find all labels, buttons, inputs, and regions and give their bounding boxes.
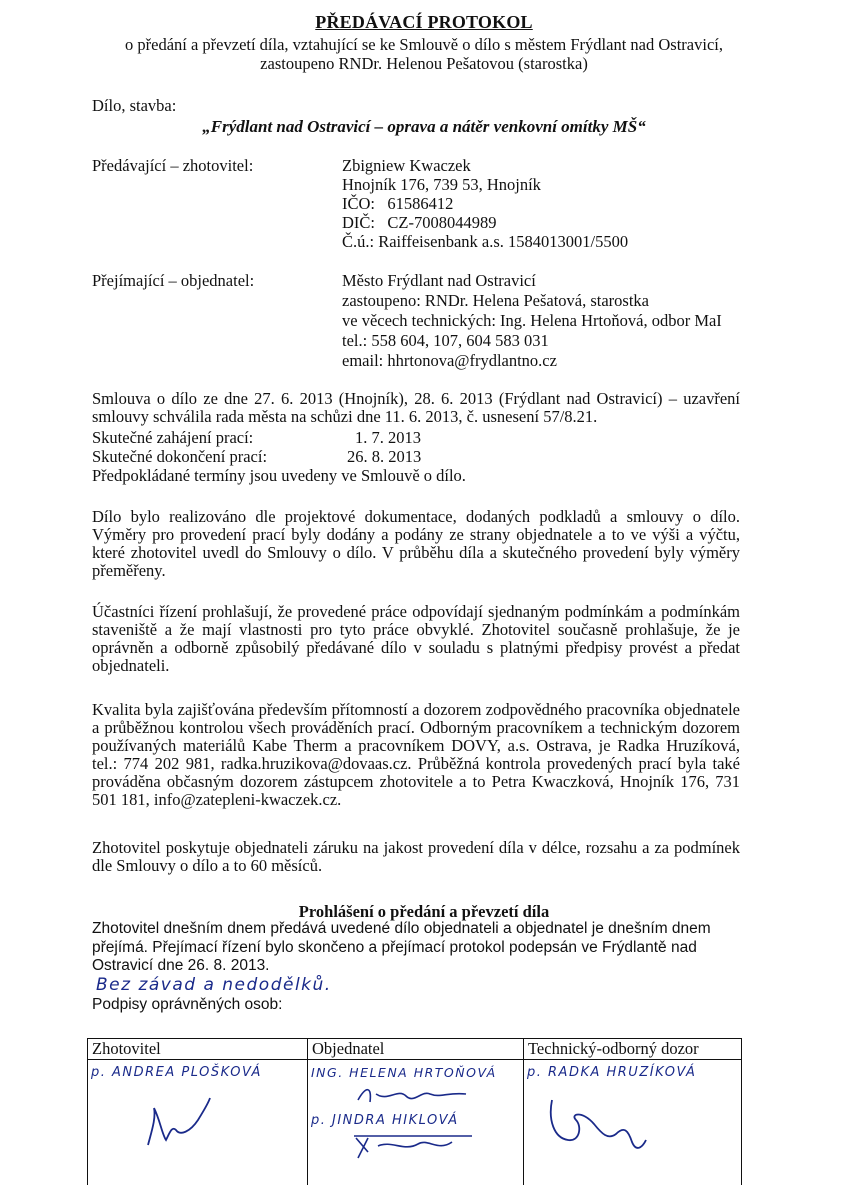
end-date-label: Skutečné dokončení prací: <box>92 447 268 466</box>
document-subtitle-line-1: o předání a převzetí díla, vztahující se ke Smlouvě o dílo s městem Frýdlant nad Ostravicí, <box>125 35 723 54</box>
contract-text: Smlouva o dílo ze dne 27. 6. 2013 (Hnojník), 28. 6. 2013 (Frýdlant nad Ostravicí) – uzavření smlouvy schválila rada města na schůzi dne 11. 6. 2013, č. usnesení 57/8.21. <box>92 389 740 426</box>
column-header-client: Objednatel <box>308 1039 524 1060</box>
signature-table <box>87 1038 742 1185</box>
client-label: Přejímající – objednatel: <box>92 271 255 290</box>
signature-cell-client <box>308 1060 524 1186</box>
signature-row <box>88 1060 742 1186</box>
work-name: „Frýdlant nad Ostravicí – oprava a nátěr venkovní omítky MŠ“ <box>202 117 646 136</box>
client-signatory-name-2: p. JINDRA HIKLOVÁ <box>311 1113 459 1128</box>
supervisor-signatory-name: p. RADKA HRUZÍKOVÁ <box>527 1065 697 1080</box>
paragraph-declaration-of-parties: Účastníci řízení prohlašují, že provedené práce odpovídají sjednaným podmínkám a podmínkám staveniště a že mají vlastnosti pro tyto práce obvyklé. Zhotovitel současně prohlašuje, že je oprávněn a odborně způsobilý předávané dílo v souladu s platnými předpisy provést a předat objednateli. <box>92 602 740 675</box>
document-subtitle-line-2: zastoupeno RNDr. Helenou Pešatovou (starostka) <box>260 54 588 73</box>
contractor-address: Hnojník 176, 739 53, Hnojník <box>342 175 541 194</box>
declaration-text: Zhotovitel dnešním dnem předává uvedené dílo objednateli a objednatel je dnešním dnem přejímá. Přejímací řízení bylo skončeno a přejímací protokol podepsán ve Frýdlantě nad Ostravicí dne 26. 8. 2013. <box>92 920 711 974</box>
end-date-value: 26. 8. 2013 <box>347 447 422 466</box>
contractor-dic: DIČ: CZ-7008044989 <box>342 213 497 232</box>
client-phone: tel.: 558 604, 107, 604 583 031 <box>342 331 549 350</box>
client-name: Město Frýdlant nad Ostravicí <box>342 271 536 290</box>
start-date-label: Skutečné zahájení prací: <box>92 428 254 447</box>
paragraph-warranty: Zhotovitel poskytuje objednateli záruku na jakost provedení díla v délce, rozsahu a za podmínek dle Smlouvy o dílo a to 60 měsíců. <box>92 838 740 875</box>
client-signatory-name-1: ING. HELENA HRTOŇOVÁ <box>311 1065 497 1080</box>
column-header-contractor: Zhotovitel <box>88 1039 308 1060</box>
start-date-value: 1. 7. 2013 <box>355 428 421 447</box>
paragraph-realization: Dílo bylo realizováno dle projektové dokumentace, dodaných podkladů a smlouvy o dílo. Výměry pro provedení prací byly dodány a podány ze strany objednatele a to ve výši a výčtu, které zhotovitel uvedl do Smlouvy o dílo. V průběhu díla a skutečného provedení byly výměry přeměřeny. <box>92 507 740 580</box>
client-signature-1 <box>348 1080 478 1110</box>
client-signature-2 <box>348 1130 478 1160</box>
contractor-ico: IČO: 61586412 <box>342 194 454 213</box>
client-representative: zastoupeno: RNDr. Helena Pešatová, starostka <box>342 291 650 310</box>
document-title: PŘEDÁVACÍ PROTOKOL <box>315 12 533 32</box>
column-header-supervisor: Technický-odborný dozor <box>524 1039 742 1060</box>
contractor-signature <box>138 1090 228 1155</box>
signature-cell-supervisor <box>524 1060 742 1186</box>
terms-note: Předpokládané termíny jsou uvedeny ve Smlouvě o dílo. <box>92 466 466 485</box>
client-technical-contact: ve věcech technických: Ing. Helena Hrtoňová, odbor MaI <box>342 311 722 330</box>
client-email: email: hhrtonova@frydlantno.cz <box>342 351 557 370</box>
declaration-heading: Prohlášení o předání a převzetí díla <box>298 902 550 921</box>
paragraph-quality: Kvalita byla zajišťována především přítomností a dozorem zodpovědného pracovníka objednatele a průběžnou kontrolou všech prováděních prací. Odborným pracovníkem a technickým dozorem používaných materiálů Kabe Therm a pracovníkem DOVY, a.s. Ostrava, je Radka Hruzíková, tel.: 774 202 981, radka.hruzikova@dovaas.cz. Průběžná kontrola provedených prací byla také prováděna občasným dozorem zástupcem zhotovitele a to Petra Kwaczková, Hnojník 176, 731 501 181, info@zatepleni-kwaczek.cz. <box>92 700 740 809</box>
contractor-bank-account: Č.ú.: Raiffeisenbank a.s. 1584013001/5500 <box>342 232 629 251</box>
contractor-name: Zbigniew Kwaczek <box>342 156 471 175</box>
supervisor-signature <box>542 1090 652 1165</box>
signatures-label: Podpisy oprávněných osob: <box>92 996 283 1013</box>
signature-cell-contractor <box>88 1060 308 1186</box>
contractor-label: Předávající – zhotovitel: <box>92 156 254 175</box>
signature-table-header <box>88 1039 742 1060</box>
handwritten-note: Bez závad a nedodělků. <box>96 975 332 995</box>
contractor-signatory-name: p. ANDREA PLOŠKOVÁ <box>91 1065 262 1080</box>
work-label: Dílo, stavba: <box>92 96 177 115</box>
